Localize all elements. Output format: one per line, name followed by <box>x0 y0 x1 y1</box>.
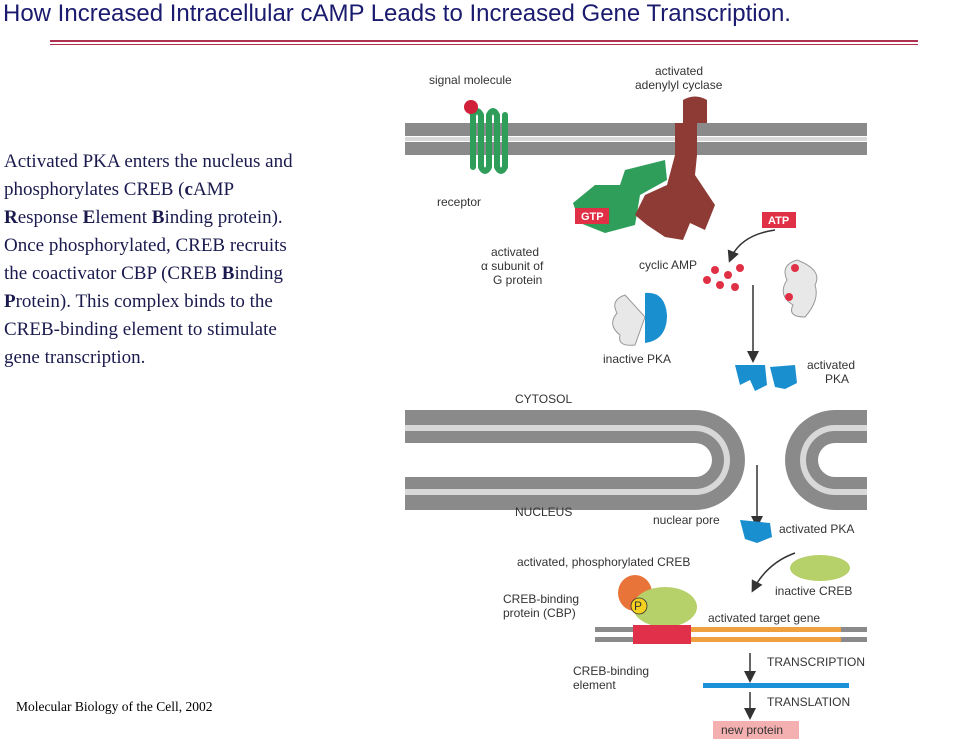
title-rule-thin <box>50 44 918 45</box>
new-protein-label: new protein <box>721 723 784 737</box>
activated-phos-creb-label: activated, phosphorylated CREB <box>517 555 691 569</box>
alpha-label-1: activated <box>491 245 540 259</box>
camp-pathway-diagram <box>395 55 960 755</box>
alpha-label-2: α subunit of <box>481 259 544 273</box>
translation-label: TRANSLATION <box>767 695 851 709</box>
atp-arrow <box>730 230 775 260</box>
description-text: Activated PKA enters the nucleus and phosphorylates CREB (cAMP Response Element Binding protein). Once phosphorylated, CREB recruits the coactivator CBP (CREB Binding Protein). This complex binds to the CREB-binding element to stimulate gene transcription. <box>4 151 293 368</box>
nuclear-pore-label: nuclear pore <box>653 513 720 527</box>
nuclear-envelope-right <box>785 410 867 510</box>
cyclic-amp-molecules <box>703 264 744 291</box>
inactive-creb-label: inactive CREB <box>775 584 853 598</box>
target-gene-label: activated target gene <box>708 611 821 625</box>
signal-molecule-label: signal molecule <box>429 73 512 87</box>
activated-pka-nucleus-label: activated PKA <box>779 522 855 536</box>
citation: Molecular Biology of the Cell, 2002 <box>16 699 213 714</box>
creb-binding-element <box>633 625 691 644</box>
cbp-label-1: CREB-binding <box>503 592 580 606</box>
signal-molecule-icon <box>464 100 478 114</box>
alpha-label-3: G protein <box>493 273 543 287</box>
activated-pka-icon <box>735 365 767 391</box>
adenylyl-cyclase-label-2: adenylyl cyclase <box>635 78 723 92</box>
activated-pka-label-1: activated <box>807 358 856 372</box>
creb-element-label-1: CREB-binding <box>573 664 650 678</box>
transcription-label: TRANSCRIPTION <box>767 655 866 669</box>
regulatory-subunit-icon <box>783 260 817 317</box>
title-rule <box>50 40 918 42</box>
cyclic-amp-label: cyclic AMP <box>639 258 698 272</box>
nucleus-label: NUCLEUS <box>515 505 573 519</box>
svg-text:GTP: GTP <box>581 211 604 223</box>
activated-pka-label-2: PKA <box>825 372 850 386</box>
receptor-label: receptor <box>437 195 482 209</box>
nuclear-envelope-left <box>405 410 745 510</box>
inactive-creb-icon <box>790 555 850 581</box>
dna-strand <box>595 625 867 644</box>
cytosol-label: CYTOSOL <box>515 392 573 406</box>
page-title: How Increased Intracellular cAMP Leads to Increased Gene Transcription. <box>3 0 791 27</box>
activated-pka-nucleus-icon <box>740 520 772 543</box>
activated-pka-icon-2 <box>770 365 797 389</box>
cbp-label-2: protein (CBP) <box>503 606 576 620</box>
inactive-pka-label: inactive PKA <box>603 352 672 366</box>
svg-text:ATP: ATP <box>768 215 790 227</box>
target-gene <box>691 627 841 632</box>
svg-text:P: P <box>634 599 643 613</box>
inactive-pka-icon <box>613 293 667 345</box>
creb-element-label-2: element <box>573 678 616 692</box>
mrna-bar <box>703 683 849 688</box>
adenylyl-cyclase-label-1: activated <box>655 64 704 78</box>
